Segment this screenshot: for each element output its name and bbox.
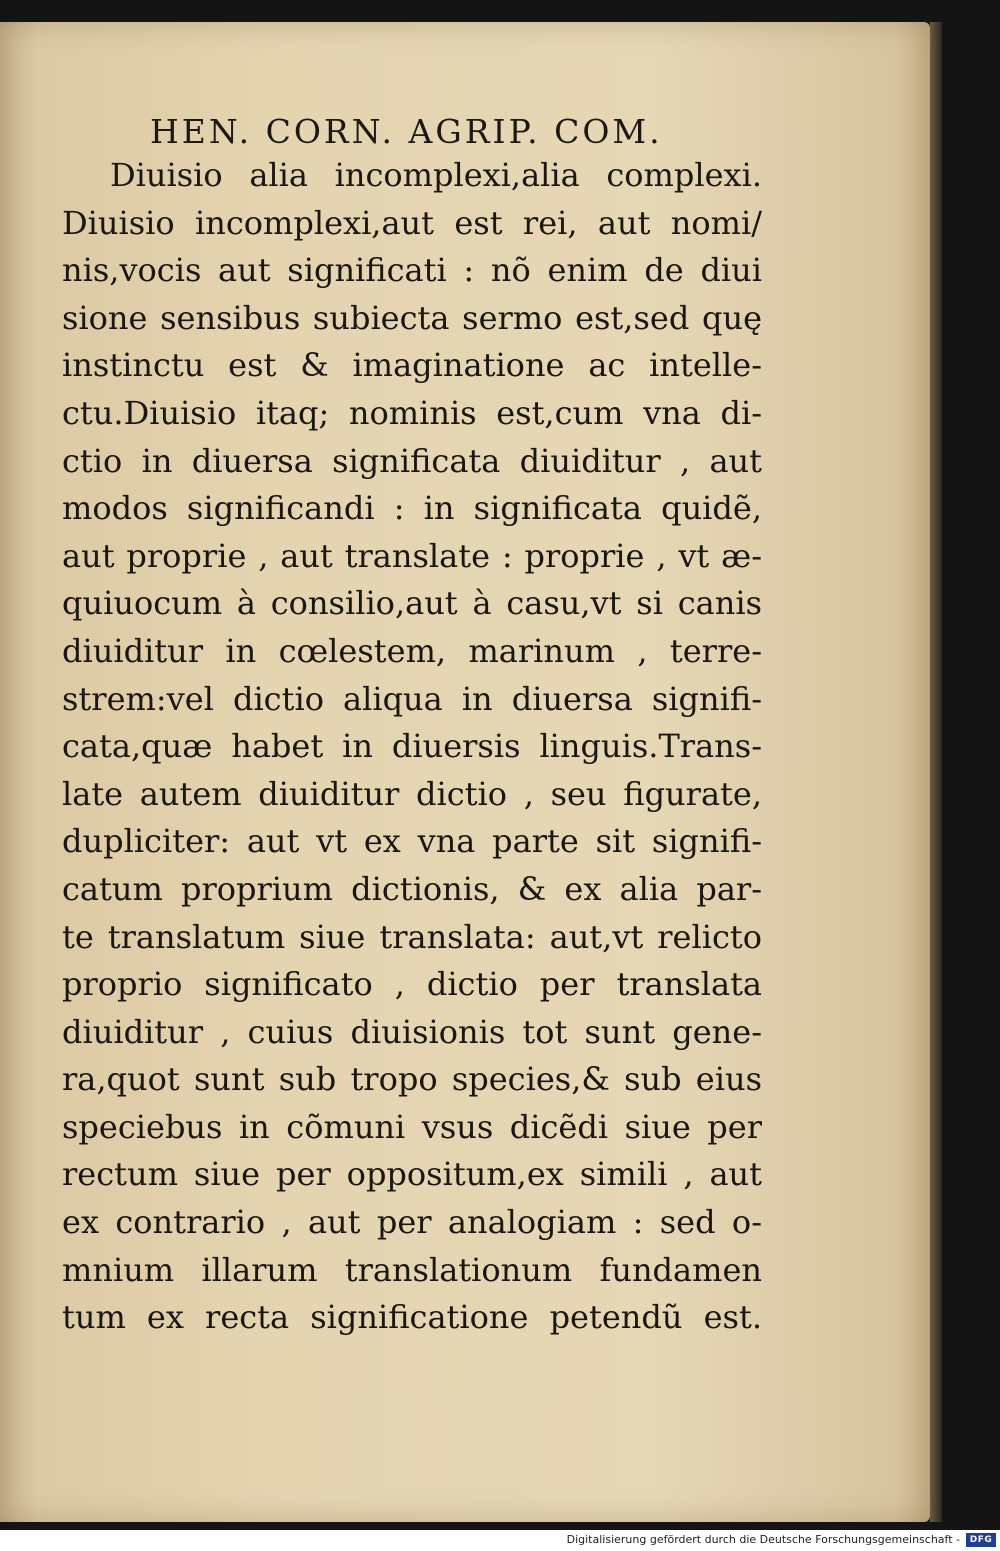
page-edge-shadow [930, 22, 942, 1522]
text-line: nis,vocis aut significati : nõ enim de diui [62, 251, 762, 290]
text-line: diuiditur in cœlestem, marinum , terre- [62, 631, 762, 670]
text-line: proprio significato , dictio per translata [62, 965, 762, 1004]
text-line: Diuisio incomplexi,aut est rei, aut nomi/ [62, 203, 762, 242]
text-line: te translatum siue translata: aut,vt relicto [62, 917, 762, 956]
text-line: ctu.Diuisio itaq; nominis est,cum vna di- [62, 393, 762, 432]
text-line: quiuocum à consilio,aut à casu,vt si canis [62, 584, 762, 623]
text-line: dupliciter: aut vt ex vna parte sit signifi- [62, 822, 762, 861]
footer-bar [0, 1530, 1000, 1551]
text-line: ex contrario , aut per analogiam : sed o- [62, 1203, 762, 1242]
text-line: Diuisio alia incomplexi,alia complexi. [110, 156, 762, 194]
text-line: aut proprie , aut translate : proprie , vt æ- [62, 536, 762, 575]
text-line: mnium illarum translationum fundamen [62, 1250, 762, 1289]
text-line: modos significandi : in significata quidẽ, [62, 489, 762, 528]
text-line: ra,quot sunt sub tropo species,& sub eius [62, 1060, 762, 1099]
running-header: HEN. CORN. AGRIP. COM. [150, 112, 663, 151]
text-line: instinctu est & imaginatione ac intelle- [62, 346, 762, 385]
text-line: cata,quæ habet in diuersis linguis.Trans- [62, 727, 762, 766]
text-line: late autem diuiditur dictio , seu figurate, [62, 774, 762, 813]
text-line: sione sensibus subiecta sermo est,sed quę [62, 298, 762, 337]
text-line: diuiditur , cuius diuisionis tot sunt gene- [62, 1012, 762, 1051]
body-text [62, 152, 762, 1342]
text-line: catum proprium dictionis, & ex alia par- [62, 869, 762, 908]
funding-credit: Digitalisierung gefördert durch die Deutsche Forschungsgemeinschaft - [566, 1533, 960, 1546]
text-line: tum ex recta significatione petendũ est. [62, 1298, 762, 1337]
text-line: rectum siue per oppositum,ex simili , aut [62, 1155, 762, 1194]
text-line: ctio in diuersa significata diuiditur , aut [62, 441, 762, 480]
text-line: speciebus in cõmuni vsus dicẽdi siue per [62, 1107, 762, 1146]
dfg-logo-icon: DFG [966, 1533, 996, 1547]
text-line: strem:vel dictio aliqua in diuersa signifi- [62, 679, 762, 718]
